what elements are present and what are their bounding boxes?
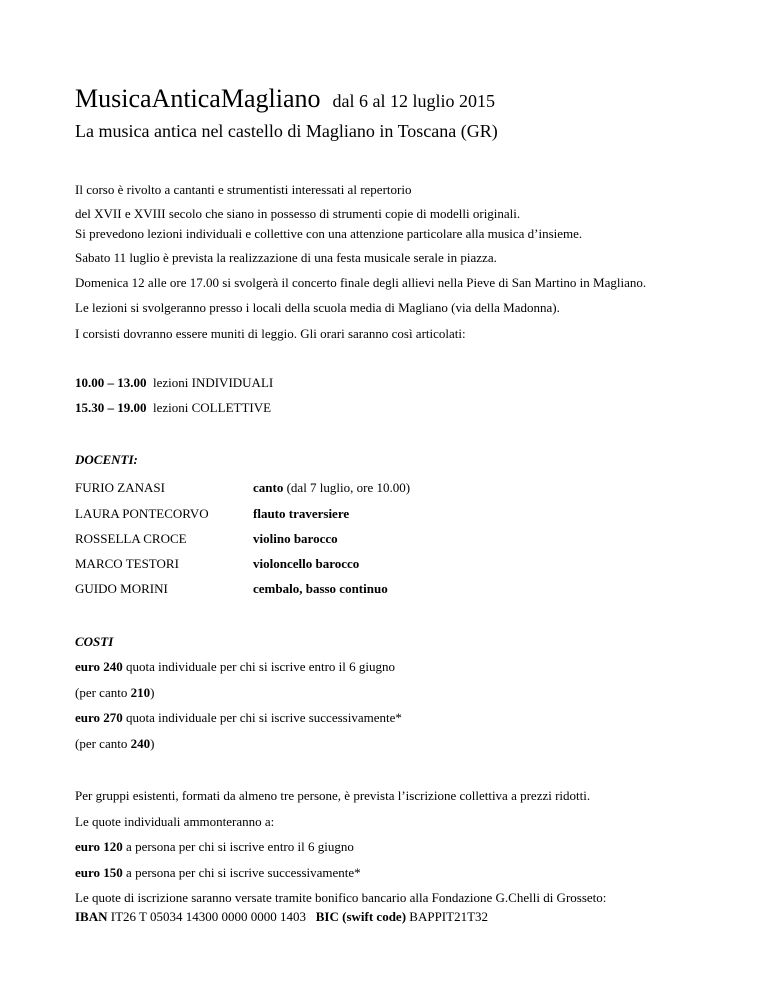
document-dates: dal 6 al 12 luglio 2015 [332, 91, 495, 111]
document-subtitle: La musica antica nel castello di Magliano in Toscana (GR) [75, 121, 498, 141]
teacher-row [75, 556, 675, 572]
group-cost-amount: euro 150 [75, 865, 123, 880]
cost-text: (per canto [75, 736, 131, 751]
costs-heading: COSTI [75, 634, 114, 649]
teacher-name: FURIO ZANASI [75, 480, 165, 495]
group-cost-row [75, 839, 354, 855]
teacher-subject: flauto traversiere [253, 506, 350, 521]
teacher-note: (dal 7 luglio, ore 10.00) [283, 480, 411, 495]
schedule-time: 10.00 – 13.00 [75, 375, 147, 390]
payment-line: Le quote di iscrizione saranno versate tramite bonifico bancario alla Fondazione G.Chelli di Grosseto: [75, 890, 607, 905]
schedule-time: 15.30 – 19.00 [75, 400, 147, 415]
document-title: MusicaAnticaMagliano [75, 84, 321, 113]
teacher-row [75, 506, 675, 522]
bic-label: BIC (swift code) [315, 909, 407, 924]
teacher-subject-cell [253, 480, 410, 496]
cost-text: (per canto [75, 685, 131, 700]
schedule-row [75, 400, 271, 416]
cost-text: quota individuale per chi si iscrive successivamente* [122, 710, 402, 725]
intro-line: del XVII e XVIII secolo che siano in possesso di strumenti copie di modelli originali. [75, 206, 521, 221]
cost-amount: 210 [130, 685, 151, 700]
group-cost-amount: euro 120 [75, 839, 123, 854]
groups-line: Le quote individuali ammonteranno a: [75, 814, 275, 829]
title-line [75, 84, 495, 114]
cost-row [75, 710, 402, 726]
schedule-label: lezioni INDIVIDUALI [153, 375, 274, 390]
teacher-row [75, 480, 675, 496]
group-cost-text: a persona per chi si iscrive successivamente* [122, 865, 361, 880]
bic-value: BAPPIT21T32 [406, 909, 489, 924]
bank-details [75, 909, 488, 925]
schedule-row [75, 375, 273, 391]
intro-line: I corsisti dovranno essere muniti di leggio. Gli orari saranno così articolati: [75, 326, 466, 341]
teacher-subject: violino barocco [253, 531, 338, 546]
teacher-name: LAURA PONTECORVO [75, 506, 209, 521]
intro-line: Il corso è rivolto a cantanti e strumentisti interessati al repertorio [75, 182, 412, 197]
intro-line: Le lezioni si svolgeranno presso i locali della scuola media di Magliano (via della Madonna). [75, 300, 560, 315]
cost-row [75, 659, 395, 675]
iban-label: IBAN [75, 909, 108, 924]
cost-text: ) [150, 685, 155, 700]
cost-amount: euro 240 [75, 659, 123, 674]
teacher-subject-cell [253, 556, 359, 572]
cost-row [75, 736, 154, 752]
intro-line: Domenica 12 alle ore 17.00 si svolgerà il concerto finale degli allievi nella Pieve di San Martino in Magliano. [75, 275, 647, 290]
teacher-subject: canto [253, 480, 284, 495]
groups-line: Per gruppi esistenti, formati da almeno tre persone, è prevista l’iscrizione collettiva a prezzi ridotti. [75, 788, 591, 803]
teacher-subject-cell [253, 531, 338, 547]
teacher-subject: cembalo, basso continuo [253, 581, 388, 596]
cost-amount: euro 270 [75, 710, 123, 725]
group-cost-row [75, 865, 361, 881]
teacher-subject-cell [253, 581, 388, 597]
teacher-name: MARCO TESTORI [75, 556, 179, 571]
teacher-name: GUIDO MORINI [75, 581, 168, 596]
cost-amount: 240 [130, 736, 151, 751]
iban-value: IT26 T 05034 14300 0000 0000 1403 [107, 909, 316, 924]
teacher-row [75, 531, 675, 547]
cost-text: quota individuale per chi si iscrive entro il 6 giugno [122, 659, 396, 674]
schedule-label: lezioni COLLETTIVE [153, 400, 272, 415]
teachers-heading: DOCENTI: [75, 452, 138, 467]
teacher-subject: violoncello barocco [253, 556, 360, 571]
cost-text: ) [150, 736, 155, 751]
intro-line: Sabato 11 luglio è prevista la realizzazione di una festa musicale serale in piazza. [75, 250, 497, 265]
cost-row [75, 685, 154, 701]
intro-line: Si prevedono lezioni individuali e collettive con una attenzione particolare alla musica d’insieme. [75, 226, 583, 241]
teacher-subject-cell [253, 506, 349, 522]
teacher-name: ROSSELLA CROCE [75, 531, 187, 546]
teacher-row [75, 581, 675, 597]
group-cost-text: a persona per chi si iscrive entro il 6 giugno [122, 839, 354, 854]
